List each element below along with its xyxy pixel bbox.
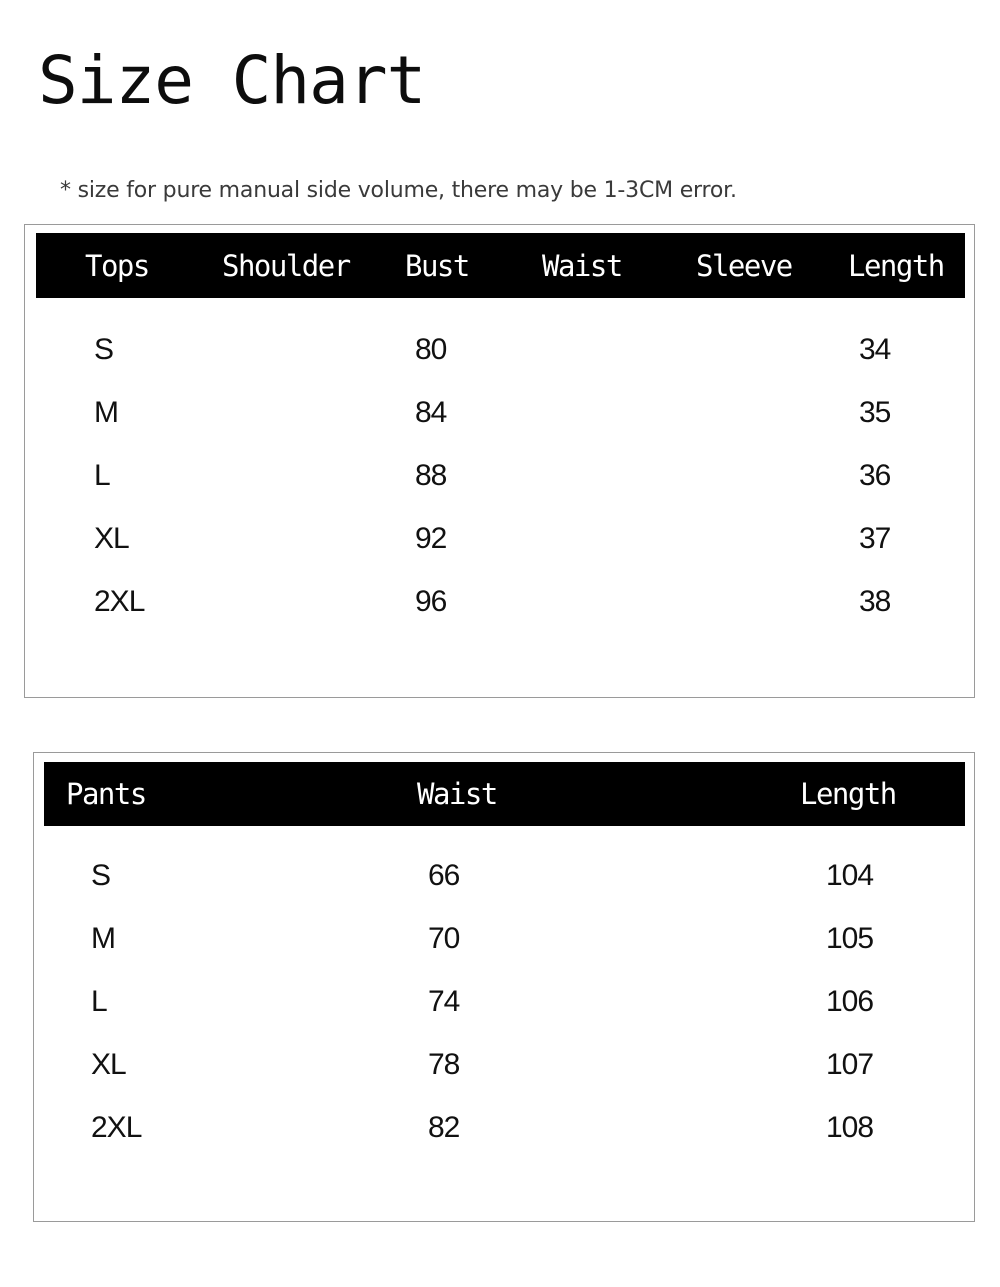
tops-column-header: Tops — [85, 248, 149, 283]
size-cell: M — [94, 396, 118, 429]
sleeve-column-header: Sleeve — [696, 248, 792, 283]
length-cell: 107 — [826, 1048, 874, 1081]
measurement-note: * size for pure manual side volume, there may be 1-3CM error. — [60, 178, 737, 203]
bust-cell: 92 — [415, 522, 447, 555]
bust-cell: 88 — [415, 459, 447, 492]
size-cell: L — [94, 459, 110, 492]
length-cell: 37 — [859, 522, 891, 555]
size-cell: XL — [94, 522, 129, 555]
length-cell: 34 — [859, 333, 891, 366]
bust-cell: 80 — [415, 333, 447, 366]
size-cell: S — [91, 859, 111, 892]
bust-cell: 96 — [415, 585, 447, 618]
size-cell: 2XL — [94, 585, 145, 618]
waist-column-header: Waist — [542, 248, 622, 283]
pants-size-table — [33, 752, 975, 1222]
length-cell: 105 — [826, 922, 874, 955]
tops-header-row — [36, 233, 965, 298]
size-cell: L — [91, 985, 107, 1018]
length-cell: 108 — [826, 1111, 874, 1144]
tops-size-table — [24, 224, 975, 698]
bust-column-header: Bust — [405, 248, 469, 283]
length-column-header: Length — [800, 777, 896, 811]
length-cell: 35 — [859, 396, 891, 429]
length-cell: 106 — [826, 985, 874, 1018]
bust-cell: 84 — [415, 396, 447, 429]
length-cell: 104 — [826, 859, 874, 892]
waist-cell: 78 — [428, 1048, 460, 1081]
size-cell: 2XL — [91, 1111, 142, 1144]
pants-column-header: Pants — [66, 777, 146, 811]
pants-header-row — [44, 762, 965, 826]
size-cell: XL — [91, 1048, 126, 1081]
length-cell: 36 — [859, 459, 891, 492]
length-column-header: Length — [848, 248, 944, 283]
page-title: Size Chart — [38, 42, 426, 119]
length-cell: 38 — [859, 585, 891, 618]
size-cell: S — [94, 333, 114, 366]
waist-cell: 82 — [428, 1111, 460, 1144]
waist-cell: 70 — [428, 922, 460, 955]
waist-cell: 66 — [428, 859, 460, 892]
size-cell: M — [91, 922, 115, 955]
waist-cell: 74 — [428, 985, 460, 1018]
shoulder-column-header: Shoulder — [222, 248, 350, 283]
waist-column-header: Waist — [417, 777, 497, 811]
